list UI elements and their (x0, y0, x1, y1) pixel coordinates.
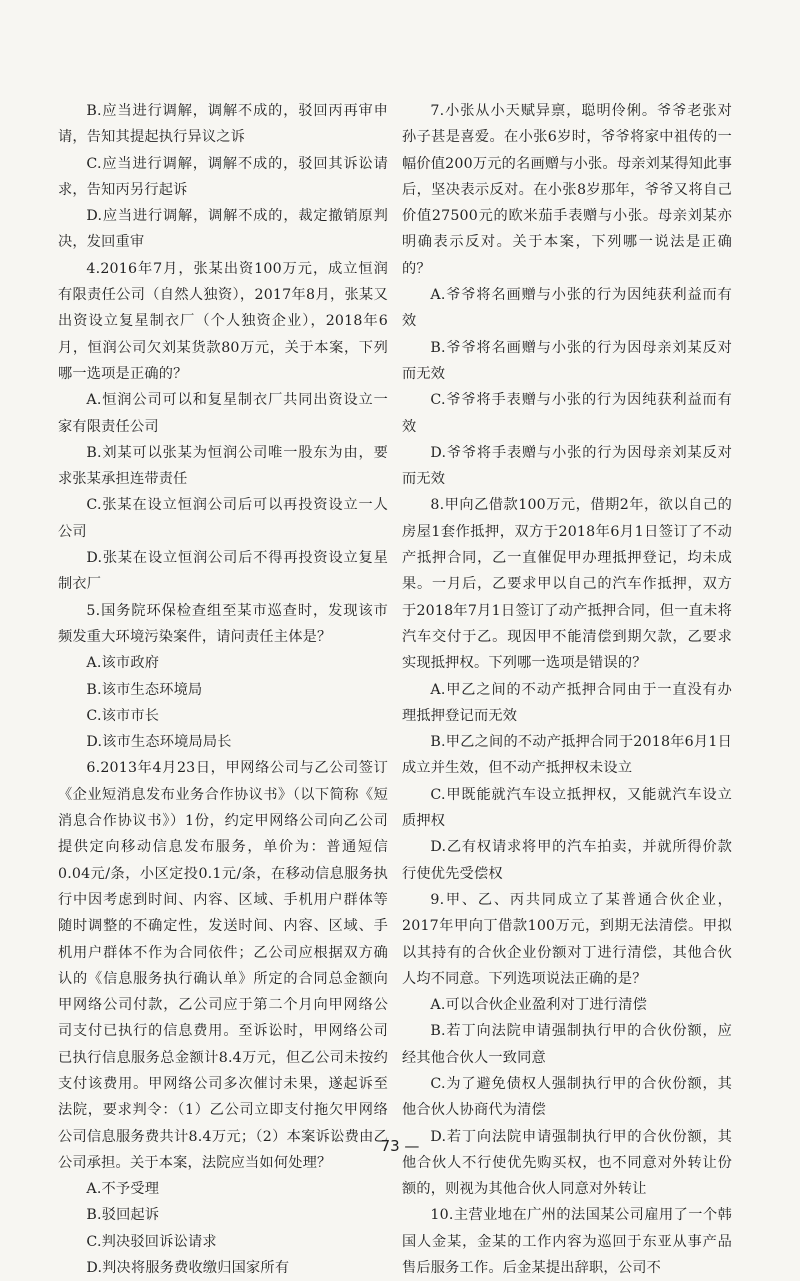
answer-option: C.张某在设立恒润公司后可以再投资设立一人公司 (58, 497, 388, 540)
answer-option: D.张某在设立恒润公司后不得再投资设立复星制衣厂 (58, 550, 388, 593)
answer-option: B.甲乙之间的不动产抵押合同于2018年6月1日成立并生效，但不动产抵押权未设立 (402, 734, 732, 777)
answer-option: D.应当进行调解，调解不成的，裁定撤销原判决，发回重审 (58, 208, 388, 251)
answer-option: A.不予受理 (86, 1181, 160, 1198)
question-text: 7.小张从小天赋异禀，聪明伶俐。爷爷老张对孙子甚是喜爱。在小张6岁时，爷爷将家中祖传的一幅价值200万元的名画赠与小张。母亲刘某得知此事后，坚决表示反对。在小张8岁那年，爷爷又将自己价值27500元的欧米茄手表赠与小张。母亲刘某亦明确表示反对。关于本案，下列哪一说法是正确的？ (402, 103, 732, 277)
answer-option: B.该市生态环境局 (86, 681, 203, 698)
answer-option: C.爷爷将手表赠与小张的行为因纯获利益而有效 (402, 392, 732, 435)
answer-option: A.该市政府 (86, 655, 160, 672)
answer-option: A.恒润公司可以和复星制衣厂共同出资设立一家有限责任公司 (58, 392, 388, 435)
question-text: 6.2013年4月23日，甲网络公司与乙公司签订《企业短消息发布业务合作协议书》（以下简称《短消息合作协议书》）1份，约定甲网络公司向乙公司提供定向移动信息发布服务，单价为：普通短信0.04元/条，小区定投0.1元/条，在移动信息服务执行中因考虑到时间、内容、区域、手机用户群体等随时调整的不确定性，发送时间、内容、区域、手机用户群体不作为合同依件；乙公司应根据双方确认的《信息服务执行确认单》所定的合同总金额向甲网络公司付款，乙公司应于第二个月向甲网络公司支付已执行的信息费用。至诉讼时，甲网络公司已执行信息服务总金额计8.4万元，但乙公司未按约支付该费用。甲网络公司多次催讨未果，遂起诉至法院，要求判令：（1）乙公司立即支付拖欠甲网络公司信息服务费共计8.4万元；（2）本案诉讼费由乙公司承担。关于本案，法院应当如何处理？ (58, 760, 388, 1171)
answer-option: B.驳回起诉 (86, 1207, 160, 1224)
answer-option: D.爷爷将手表赠与小张的行为因母亲刘某反对而无效 (402, 444, 732, 488)
question-text: 5.国务院环保检查组至某市巡查时，发现该市频发重大环境污染案件，请问责任主体是？ (58, 602, 388, 645)
answer-option: D.乙有权请求将甲的汽车拍卖，并就所得价款行使优先受偿权 (402, 839, 732, 882)
answer-option: C.应当进行调解，调解不成的，驳回其诉讼请求，告知丙另行起诉 (58, 155, 388, 198)
page-number: 73 — (380, 1137, 420, 1155)
answer-option: C.甲既能就汽车设立抵押权，又能就汽车设立质押权 (402, 786, 732, 830)
answer-option: C.为了避免债权人强制执行甲的合伙份额，其他合伙人协商代为清偿 (402, 1075, 732, 1119)
left-column (58, 98, 388, 1281)
right-column (402, 98, 732, 1281)
question-text: 10.主营业地在广州的法国某公司雇用了一个韩国人金某，金某的工作内容为巡回于东亚从事产品售后服务工作。后金某提出辞职，公司不 (402, 1207, 732, 1277)
answer-option: C.判决驳回诉讼请求 (86, 1233, 217, 1250)
question-text: 9.甲、乙、丙共同成立了某普通合伙企业，2017年甲向丁借款100万元，到期无法清偿。甲拟以其持有的合伙企业份额对丁进行清偿，其他合伙人均不同意。下列选项说法正确的是？ (402, 891, 732, 987)
answer-option: B.若丁向法院申请强制执行甲的合伙份额，应经其他合伙人一致同意 (402, 1023, 732, 1066)
answer-option: D.判决将服务费收缴归国家所有 (86, 1260, 290, 1277)
answer-option: A.爷爷将名画赠与小张的行为因纯获利益而有效 (402, 287, 732, 330)
answer-option: D.该市生态环境局局长 (86, 734, 232, 751)
question-text: 8.甲向乙借款100万元，借期2年，欲以自己的房屋1套作抵押，双方于2018年6月1日签订了不动产抵押合同，乙一直催促甲办理抵押登记，均未成果。一月后，乙要求甲以自己的汽车作抵押，双方于2018年7月1日签订了动产抵押合同，但一直未将汽车交付于乙。现因甲不能清偿到期欠款，乙要求实现抵押权。下列哪一选项是错误的？ (402, 497, 732, 672)
answer-option: C.该市市长 (86, 707, 160, 724)
answer-option: D.若丁向法院申请强制执行甲的合伙份额，其他合伙人不行使优先购买权，也不同意对外转让份额的，则视为其他合伙人同意对外转让 (402, 1128, 732, 1198)
answer-option: A.甲乙之间的不动产抵押合同由于一直没有办理抵押登记而无效 (402, 681, 732, 724)
question-text: 4.2016年7月，张某出资100万元，成立恒润有限责任公司（自然人独资），2017年8月，张某又出资设立复星制衣厂（个人独资企业），2018年6月，恒润公司欠刘某货款80万元，关于本案，下列哪一选项是正确的？ (58, 260, 388, 382)
answer-option: B.爷爷将名画赠与小张的行为因母亲刘某反对而无效 (402, 339, 732, 382)
answer-option: B.刘某可以张某为恒润公司唯一股东为由，要求张某承担连带责任 (58, 444, 388, 488)
answer-option: B.应当进行调解，调解不成的，驳回丙再审申请，告知其提起执行异议之诉 (58, 103, 388, 146)
answer-option: A.可以合伙企业盈利对丁进行清偿 (430, 997, 647, 1014)
